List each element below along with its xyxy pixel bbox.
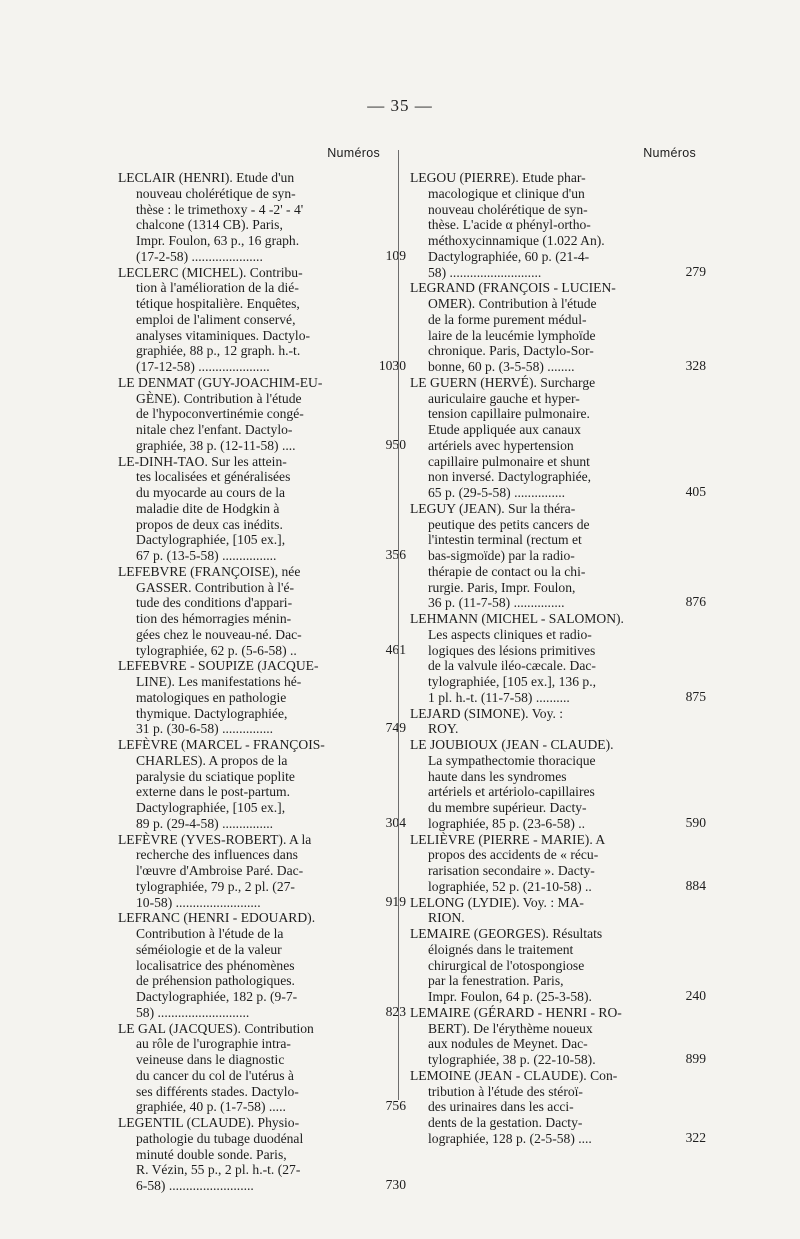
entry-number: 304 — [385, 814, 406, 830]
entry-line: gées chez le nouveau-né. Dac- — [136, 626, 302, 642]
entry-line: 58) ........................... — [428, 264, 542, 280]
index-entry — [118, 563, 406, 659]
entry-line: du myocarde au cours de la — [136, 485, 286, 500]
entry-line: rarisation secondaire ». Dacty- — [428, 863, 595, 878]
entry-line: Dactylographiée, [105 ex.], — [136, 800, 286, 815]
entry-line: capillaire pulmonaire et shunt — [428, 453, 590, 469]
entry-line: 31 p. (30-6-58) ............... — [136, 721, 274, 737]
entry-line: peutique des petits cancers de — [428, 516, 590, 532]
entry-line: de préhension pathologiques. — [136, 973, 295, 989]
entry-line: propos de deux cas inédits. — [136, 516, 283, 532]
index-entry — [410, 374, 706, 501]
entry-line: graphiée, 38 p. (12-11-58) .... — [136, 437, 296, 453]
entry-line: 6-58) ......................... — [136, 1178, 254, 1193]
entry-line: Impr. Foulon, 63 p., 16 graph. — [136, 233, 300, 248]
entry-line: du cancer du col de l'utérus à — [136, 1067, 294, 1083]
entry-number: 240 — [685, 988, 706, 1003]
left-entries — [118, 170, 406, 1194]
entry-line: tylographiée, [105 ex.], 136 p., — [428, 674, 596, 689]
entry-line: Dactylographiée, 182 p. (9-7- — [136, 989, 298, 1004]
index-entry — [118, 658, 406, 737]
entry-line: matologiques en pathologie — [136, 689, 287, 705]
entry-number: 749 — [385, 720, 406, 736]
entry-line: dents de la gestation. Dacty- — [428, 1115, 583, 1130]
entry-line: CHARLES). A propos de la — [136, 752, 288, 768]
entry-number: 356 — [385, 547, 406, 562]
entry-line: LINE). Les manifestations hé- — [136, 674, 302, 689]
index-entry — [410, 1004, 706, 1068]
entry-number: 884 — [685, 877, 706, 893]
entry-line: localisatrice des phénomènes — [136, 957, 295, 973]
entry-line: 58) ........................... — [136, 1004, 250, 1020]
entry-line: LECLAIR (HENRI). Etude d'un — [118, 170, 295, 185]
entry-line: artériels et artériolo-capillaires — [428, 784, 595, 800]
entry-number: 823 — [385, 1003, 406, 1019]
entry-line: nouveau cholérétique de syn- — [428, 201, 588, 217]
entry-line: macologique et clinique d'un — [428, 185, 585, 201]
entry-line: non inversé. Dactylographiée, — [428, 469, 592, 485]
entry-line: lographiée, 128 p. (2-5-58) .... — [428, 1130, 592, 1146]
entry-line: GASSER. Contribution à l'é- — [136, 579, 295, 595]
entry-line: LE GAL (JACQUES). Contribution — [118, 1020, 314, 1036]
entry-line: tion à l'amélioration de la dié- — [136, 280, 299, 296]
page-number: — 35 — — [367, 96, 433, 115]
entry-line: La sympathectomie thoracique — [428, 752, 596, 768]
entry-line: LE-DINH-TAO. Sur les attein- — [118, 453, 287, 469]
index-entry — [118, 1115, 406, 1194]
entry-line: artériels avec hypertension — [428, 437, 574, 453]
entry-line: LEMOINE (JEAN - CLAUDE). Con- — [410, 1067, 618, 1083]
entry-line: 36 p. (11-7-58) ............... — [428, 595, 565, 611]
entry-line: veineuse dans le diagnostic — [136, 1052, 285, 1067]
entry-line: LEGENTIL (CLAUDE). Physio- — [118, 1115, 300, 1130]
entry-line: externe dans le post-partum. — [136, 784, 291, 800]
index-entry — [410, 706, 696, 738]
index-entry — [118, 264, 406, 375]
index-entry — [118, 453, 406, 564]
entry-line: (17-2-58) ..................... — [136, 248, 263, 264]
entry-line: par la fenestration. Paris, — [428, 973, 564, 989]
entry-line: laire de la leucémie lymphoïde — [428, 327, 596, 343]
entry-line: méthoxycinnamique (1.022 An). — [428, 233, 605, 248]
index-entry — [118, 170, 406, 265]
entry-line: LEJARD (SIMONE). Voy. : — [410, 705, 564, 721]
entry-line: (17-12-58) ..................... — [136, 359, 270, 374]
entry-line: maladie dite de Hodgkin à — [136, 500, 280, 516]
entry-number: 950 — [385, 436, 406, 452]
entry-line: lographiée, 52 p. (21-10-58) .. — [428, 878, 592, 894]
entry-line: l'intestin terminal (rectum et — [428, 532, 582, 548]
entry-line: LEFÈVRE (MARCEL - FRANÇOIS- — [118, 737, 325, 752]
entry-line: tribution à l'étude des stéroï- — [428, 1083, 583, 1099]
left-column-header: Numéros — [327, 146, 380, 160]
entry-line: GÈNE). Contribution à l'étude — [136, 390, 302, 406]
entry-line: LELONG (LYDIE). Voy. : MA- — [410, 894, 584, 910]
entry-line: pathologie du tubage duodénal — [136, 1130, 304, 1146]
entry-line: tylographiée, 38 p. (22-10-58). — [428, 1052, 596, 1067]
entry-line: chalcone (1314 CB). Paris, — [136, 217, 283, 233]
index-entry — [118, 910, 406, 1020]
entry-line: LEGOU (PIERRE). Etude phar- — [410, 170, 586, 185]
entry-line: bonne, 60 p. (3-5-58) ........ — [428, 359, 575, 374]
entry-line: éloignés dans le traitement — [428, 941, 574, 957]
entry-line: LEGRAND (FRANÇOIS - LUCIEN- — [410, 280, 616, 296]
entry-line: LEFÈVRE (YVES-ROBERT). A la — [118, 831, 312, 847]
entry-line: nouveau cholérétique de syn- — [136, 185, 296, 201]
entry-line: l'œuvre d'Ambroise Paré. Dac- — [136, 863, 304, 878]
entry-line: tes localisées et généralisées — [136, 469, 291, 485]
entry-number: 756 — [385, 1098, 406, 1114]
entry-line: LE GUERN (HERVÉ). Surcharge — [410, 374, 596, 390]
left-column — [118, 0, 406, 1239]
entry-line: auriculaire gauche et hyper- — [428, 390, 580, 406]
index-entry — [410, 737, 706, 832]
entry-line: au rôle de l'urographie intra- — [136, 1036, 291, 1052]
entry-number: 875 — [685, 688, 706, 704]
entry-line: ROY. — [428, 721, 459, 737]
entry-line: graphiée, 40 p. (1-7-58) ..... — [136, 1099, 286, 1115]
entry-number: 405 — [685, 484, 706, 499]
entry-line: du membre supérieur. Dacty- — [428, 800, 587, 815]
entry-line: logiques des lésions primitives — [428, 642, 596, 658]
entry-line: LELIÈVRE (PIERRE - MARIE). A — [410, 831, 606, 847]
entry-line: tétique hospitalière. Enquêtes, — [136, 296, 300, 311]
entry-line: BERT). De l'érythème noueux — [428, 1020, 593, 1036]
entry-line: minuté double sonde. Paris, — [136, 1146, 287, 1162]
index-entry — [410, 500, 706, 611]
entry-number: 730 — [385, 1177, 406, 1192]
entry-line: de la forme purement médul- — [428, 311, 587, 327]
entry-line: analyses vitaminiques. Dactylo- — [136, 327, 311, 343]
entry-line: recherche des influences dans — [136, 847, 298, 863]
entry-line: Impr. Foulon, 64 p. (25-3-58). — [428, 989, 592, 1004]
entry-line: de l'hypoconvertinémie congé- — [136, 406, 304, 422]
entry-line: LEGUY (JEAN). Sur la théra- — [410, 500, 576, 516]
index-entry — [410, 170, 706, 280]
entry-number: 461 — [385, 641, 406, 657]
entry-line: thérapie de contact ou la chi- — [428, 563, 586, 579]
entry-line: LEMAIRE (GEORGES). Résultats — [410, 926, 603, 941]
entry-line: Contribution à l'étude de la — [136, 926, 284, 941]
entry-line: LEFEBVRE - SOUPIZE (JACQUE- — [118, 658, 319, 674]
entry-line: LEHMANN (MICHEL - SALOMON). — [410, 611, 624, 626]
index-entry — [118, 374, 406, 454]
entry-line: rurgie. Paris, Impr. Foulon, — [428, 579, 576, 595]
entry-number: 328 — [685, 358, 706, 373]
entry-line: thèse. L'acide α phényl-ortho- — [428, 217, 591, 233]
entry-line: LE DENMAT (GUY-JOACHIM-EU- — [118, 374, 323, 390]
entry-number: 279 — [685, 263, 706, 279]
index-entry — [410, 280, 706, 375]
entry-line: 65 p. (29-5-58) ............... — [428, 485, 566, 500]
index-entry — [410, 611, 706, 706]
entry-line: LEMAIRE (GÉRARD - HENRI - RO- — [410, 1004, 622, 1020]
entry-line: Dactylographiée, 60 p. (21-4- — [428, 248, 590, 264]
entry-line: RION. — [428, 910, 465, 926]
entry-number: 876 — [685, 594, 706, 610]
entry-line: lographiée, 85 p. (23-6-58) .. — [428, 815, 586, 831]
index-entry — [410, 1067, 706, 1147]
entry-number: 590 — [685, 814, 706, 830]
index-entry — [410, 895, 696, 927]
entry-line: graphiée, 88 p., 12 graph. h.-t. — [136, 343, 301, 359]
right-column — [410, 0, 706, 1239]
entry-line: LE JOUBIOUX (JEAN - CLAUDE). — [410, 737, 614, 752]
index-entry — [410, 926, 706, 1005]
entry-line: LEFRANC (HENRI - EDOUARD). — [118, 910, 316, 926]
entry-line: LEFEBVRE (FRANÇOISE), née — [118, 563, 301, 579]
entry-number: 1030 — [378, 358, 406, 373]
entry-line: chirurgical de l'otospongiose — [428, 957, 585, 973]
entry-line: Etude appliquée aux canaux — [428, 422, 581, 437]
entry-line: paralysie du sciatique poplite — [136, 768, 295, 784]
entry-line: 67 p. (13-5-58) ................ — [136, 548, 277, 563]
entry-line: tension capillaire pulmonaire. — [428, 406, 590, 422]
right-column-header: Numéros — [643, 146, 696, 160]
entry-line: 1 pl. h.-t. (11-7-58) .......... — [428, 689, 570, 705]
entry-number: 322 — [685, 1129, 706, 1145]
entry-line: tude des conditions d'appari- — [136, 595, 293, 611]
index-entry — [410, 831, 706, 895]
entry-line: chronique. Paris, Dactylo-Sor- — [428, 343, 594, 359]
entry-line: de la valvule iléo-cæcale. Dac- — [428, 658, 596, 674]
entry-line: Dactylographiée, [105 ex.], — [136, 532, 286, 548]
entry-line: séméiologie et de la valeur — [136, 941, 282, 957]
entry-line: LECLERC (MICHEL). Contribu- — [118, 264, 303, 280]
entry-line: des urinaires dans les acci- — [428, 1099, 574, 1115]
column-divider — [398, 150, 399, 1100]
entry-line: thymique. Dactylographiée, — [136, 705, 288, 721]
entry-line: tylographiée, 62 p. (5-6-58) .. — [136, 642, 297, 658]
entry-number: 109 — [385, 247, 406, 263]
entry-line: haute dans les syndromes — [428, 768, 567, 784]
entry-line: bas-sigmoïde) par la radio- — [428, 548, 575, 563]
entry-line: ses différents stades. Dactylo- — [136, 1083, 299, 1099]
entry-line: thèse : le trimethoxy - 4 -2' - 4' — [136, 201, 304, 217]
right-entries — [410, 170, 706, 1147]
entry-line: aux nodules de Meynet. Dac- — [428, 1036, 588, 1052]
entry-line: emploi de l'aliment conservé, — [136, 311, 296, 327]
entry-line: 89 p. (29-4-58) ............... — [136, 815, 274, 831]
index-entry — [118, 737, 406, 832]
index-entry — [118, 1020, 406, 1116]
entry-line: tion des hémorragies ménin- — [136, 611, 292, 626]
entry-line: propos des accidents de « récu- — [428, 847, 599, 863]
entry-line: R. Vézin, 55 p., 2 pl. h.-t. (27- — [136, 1162, 301, 1178]
entry-number: 919 — [385, 893, 406, 909]
entry-line: tylographiée, 79 p., 2 pl. (27- — [136, 878, 295, 894]
entry-line: Les aspects cliniques et radio- — [428, 626, 592, 642]
entry-line: OMER). Contribution à l'étude — [428, 296, 597, 311]
index-entry — [118, 831, 406, 911]
entry-line: nitale chez l'enfant. Dactylo- — [136, 422, 293, 437]
entry-number: 899 — [685, 1051, 706, 1066]
entry-line: 10-58) ......................... — [136, 894, 261, 910]
